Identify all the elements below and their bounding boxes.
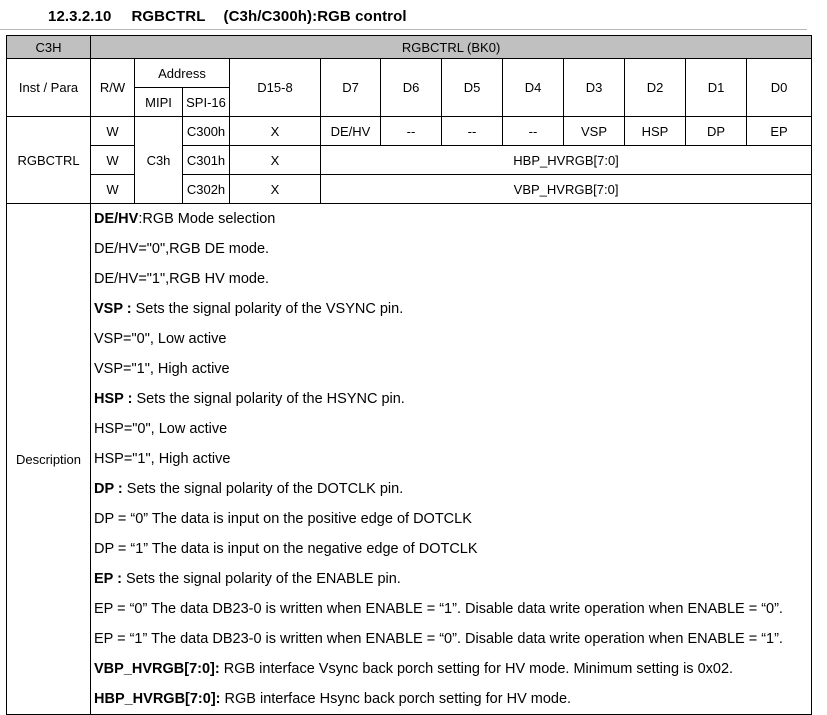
description-line: HSP="1", High active (94, 451, 231, 467)
section-number: 12.3.2.10 (48, 8, 112, 25)
header-bit: D0 (747, 59, 812, 117)
title-divider (0, 29, 807, 30)
rw-cell: W (91, 146, 135, 175)
section-register-name: RGBCTRL (131, 8, 206, 25)
d15-8-cell: X (230, 146, 321, 175)
section-heading (48, 8, 407, 25)
header-bit: D1 (686, 59, 747, 117)
rw-cell: W (91, 117, 135, 146)
description-line: VSP : Sets the signal polarity of the VSYNC pin. (94, 301, 404, 317)
table-row (7, 117, 812, 146)
description-line: DE/HV="1",RGB HV mode. (94, 271, 270, 287)
merged-bits-cell: HBP_HVRGB[7:0] (321, 146, 812, 175)
header-bit: D2 (625, 59, 686, 117)
description-line: DP = “1” The data is input on the negative edge of DOTCLK (94, 541, 478, 557)
description-line: DP : Sets the signal polarity of the DOTCLK pin. (94, 481, 404, 497)
bit-cell: EP (747, 117, 812, 146)
mipi-address-cell: C3h (135, 117, 183, 204)
register-table (6, 35, 812, 715)
spi-address-cell: C300h (183, 117, 230, 146)
description-row (7, 204, 812, 715)
header-rw: R/W (91, 59, 135, 117)
bit-cell: VSP (564, 117, 625, 146)
spi-address-cell: C301h (183, 146, 230, 175)
description-line: VSP="0", Low active (94, 331, 227, 347)
description-line: DP = “0” The data is input on the positive edge of DOTCLK (94, 511, 472, 527)
bit-cell: -- (381, 117, 442, 146)
header-inst-para: Inst / Para (7, 59, 91, 117)
header-bit: D5 (442, 59, 503, 117)
description-label: Description (7, 204, 91, 715)
header-mipi: MIPI (135, 88, 183, 117)
section-register-desc: (C3h/C300h):RGB control (223, 8, 407, 25)
d15-8-cell: X (230, 175, 321, 204)
description-line: EP : Sets the signal polarity of the ENABLE pin. (94, 571, 401, 587)
description-line: VBP_HVRGB[7:0]: RGB interface Vsync back porch setting for HV mode. Minimum setting is 0x02. (94, 661, 734, 677)
description-line: DE/HV:RGB Mode selection (94, 211, 276, 227)
header-spi16: SPI-16 (183, 88, 230, 117)
bit-cell: DE/HV (321, 117, 381, 146)
table-row (7, 146, 812, 175)
register-name-cell: RGBCTRL (7, 117, 91, 204)
description-line: HSP : Sets the signal polarity of the HSYNC pin. (94, 391, 405, 407)
header-bit: D7 (321, 59, 381, 117)
bit-cell: DP (686, 117, 747, 146)
header-bit: D4 (503, 59, 564, 117)
bit-cell: -- (442, 117, 503, 146)
description-line: EP = “1” The data DB23-0 is written when ENABLE = “0”. Disable data write operation when ENABLE = “1”. (94, 631, 783, 647)
description-line: VSP="1", High active (94, 361, 230, 377)
header-address: Address (135, 59, 230, 88)
description-line: DE/HV="0",RGB DE mode. (94, 241, 270, 257)
description-body (91, 204, 812, 715)
spi-address-cell: C302h (183, 175, 230, 204)
description-line: EP = “0” The data DB23-0 is written when ENABLE = “1”. Disable data write operation when ENABLE = “0”. (94, 601, 783, 617)
merged-bits-cell: VBP_HVRGB[7:0] (321, 175, 812, 204)
description-line: HBP_HVRGB[7:0]: RGB interface Hsync back porch setting for HV mode. (94, 691, 572, 707)
bit-cell: -- (503, 117, 564, 146)
table-row (7, 175, 812, 204)
header-bit: D3 (564, 59, 625, 117)
rw-cell: W (91, 175, 135, 204)
bit-cell: HSP (625, 117, 686, 146)
d15-8-cell: X (230, 117, 321, 146)
header-d15-8: D15-8 (230, 59, 321, 117)
command-code: C3H (7, 36, 91, 59)
register-title: RGBCTRL (BK0) (91, 36, 812, 59)
description-line: HSP="0", Low active (94, 421, 228, 437)
header-bit: D6 (381, 59, 442, 117)
